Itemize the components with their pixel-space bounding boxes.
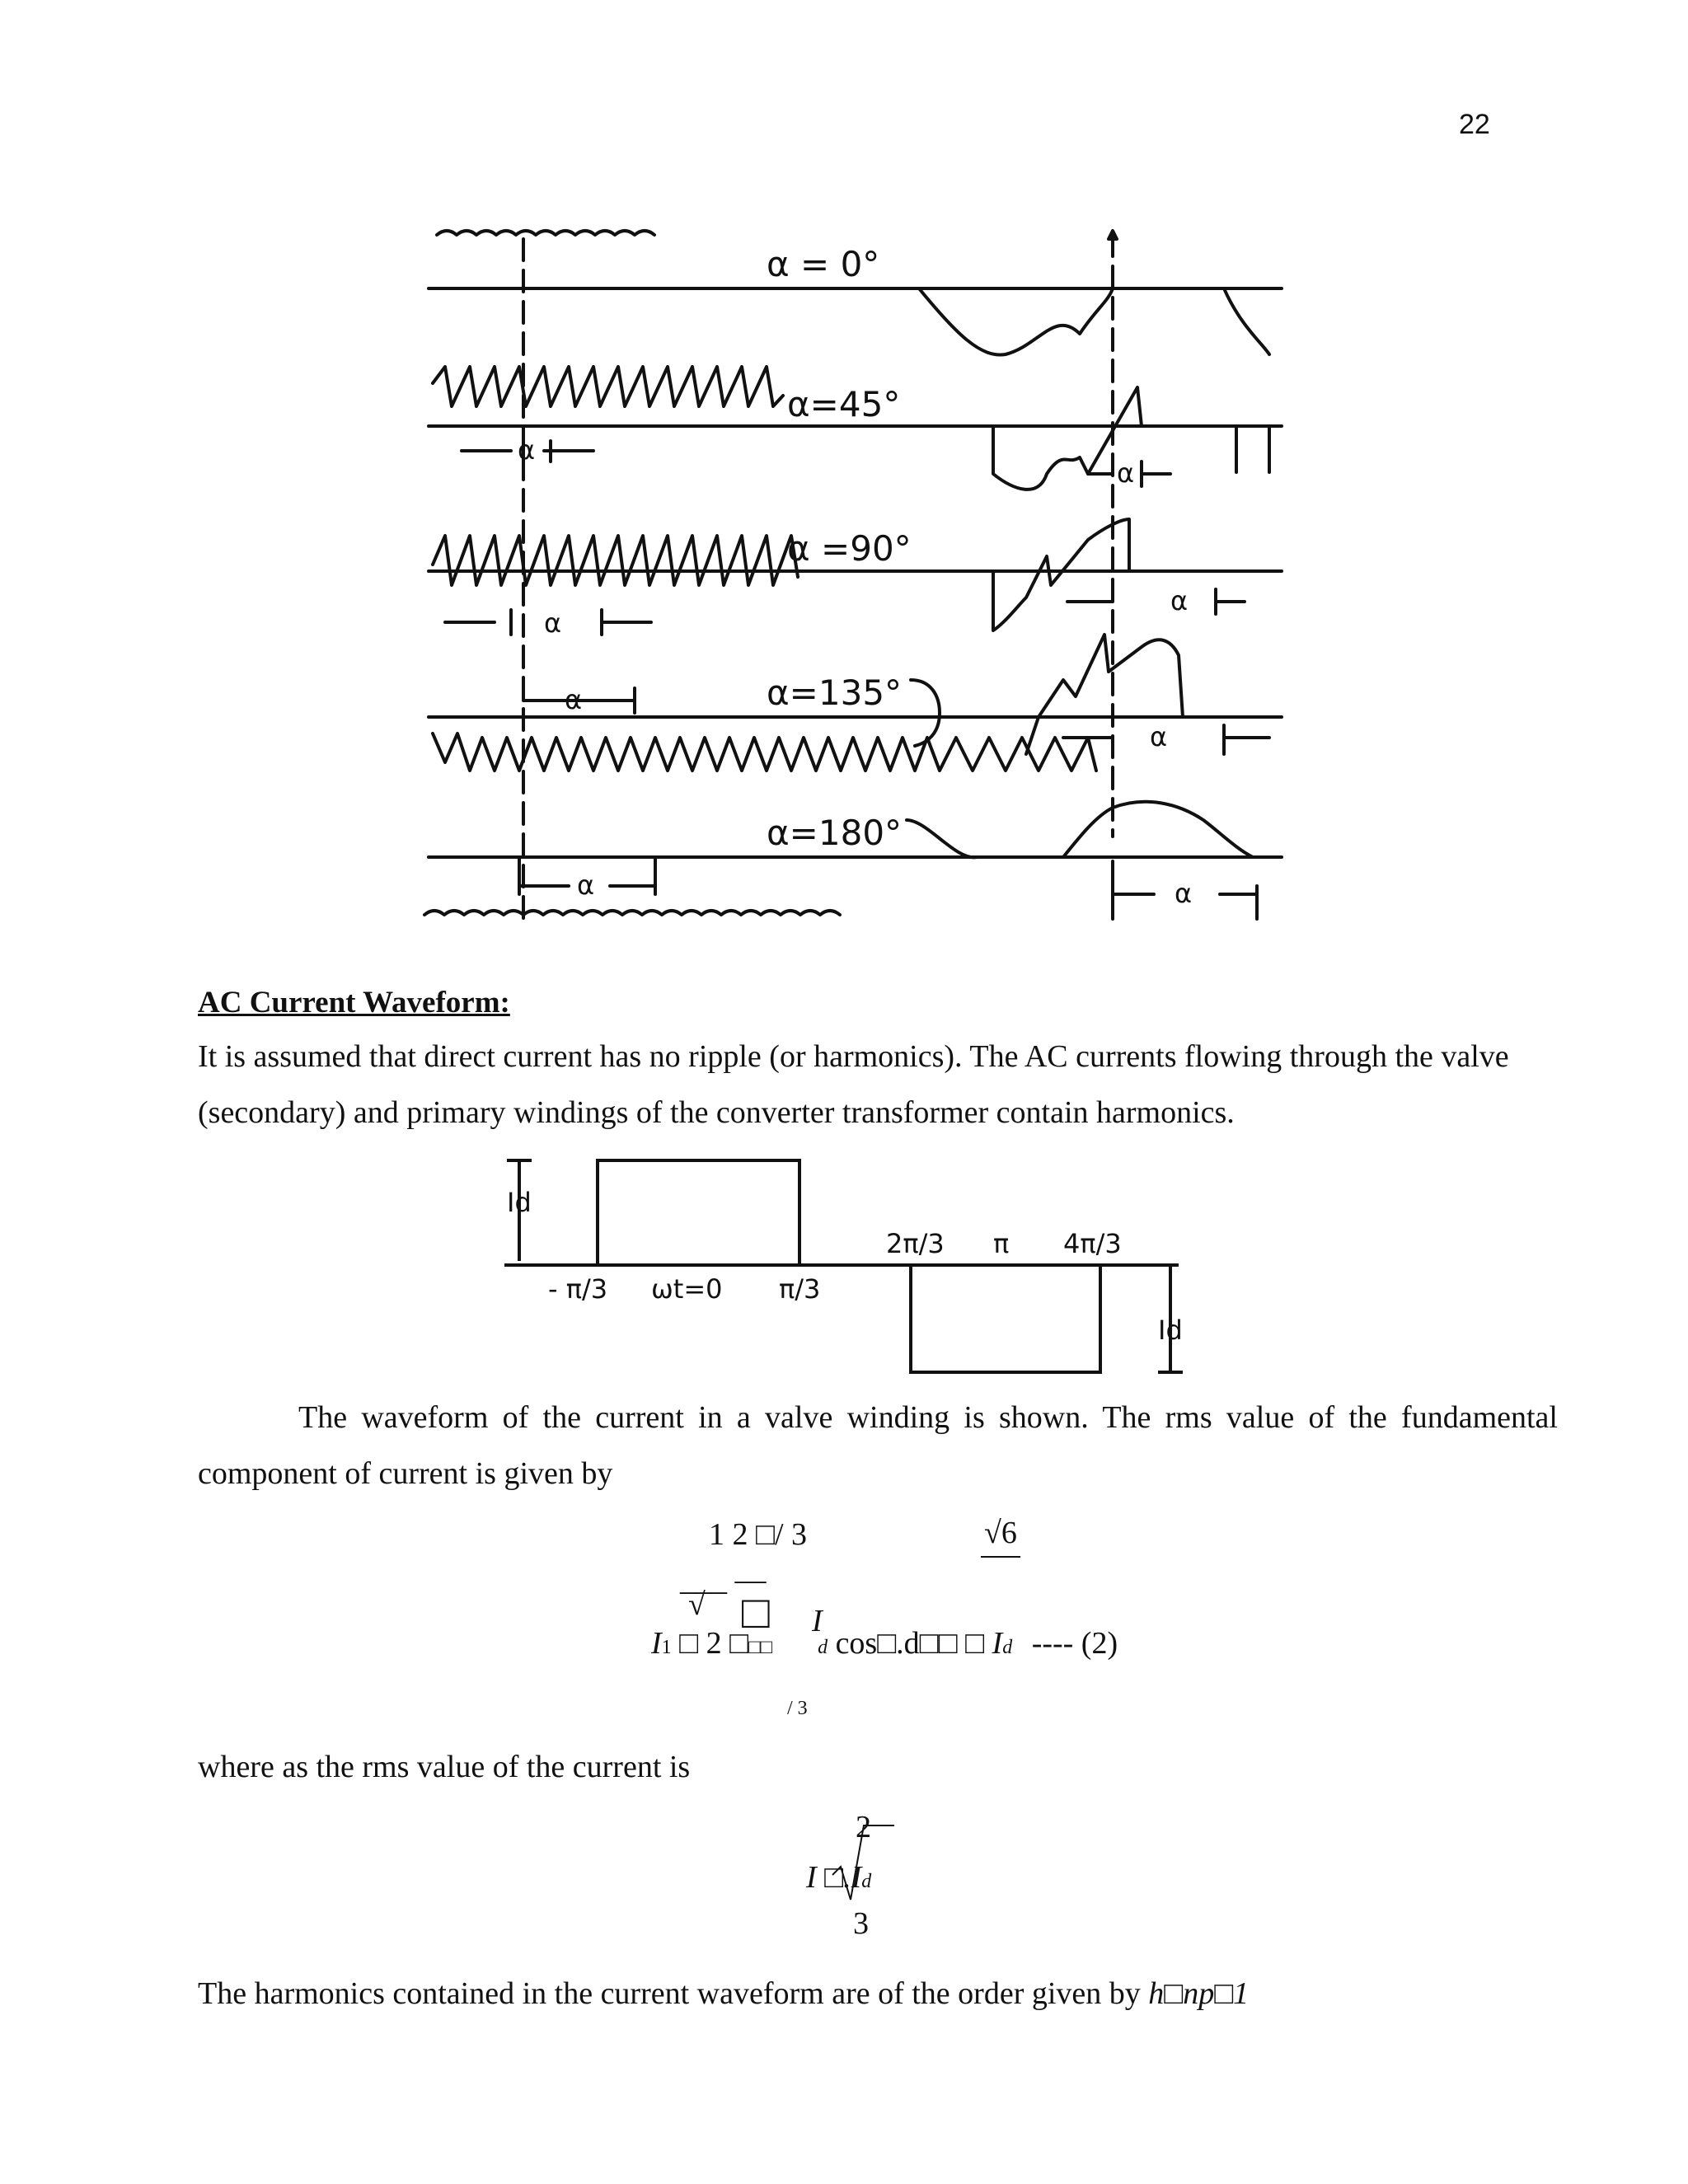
eq1-lhs-I: I bbox=[651, 1626, 662, 1661]
eq1-integral-box: □ bbox=[742, 1587, 770, 1638]
eq1-integrand: cos□.d□□ □ bbox=[828, 1626, 992, 1661]
paragraph-rms: where as the rms value of the current is bbox=[198, 1750, 691, 1784]
eq1-mid: □ 2 □ bbox=[679, 1626, 749, 1661]
valve-current-waveform-figure bbox=[503, 1154, 1195, 1389]
eq1-mid-small: □□ bbox=[748, 1637, 773, 1658]
eq1-lower-limit: / 3 bbox=[787, 1698, 808, 1719]
label-alpha-45: α=45° bbox=[787, 384, 901, 424]
tick-pi: π bbox=[993, 1228, 1010, 1259]
tick-pi-3: π/3 bbox=[779, 1273, 821, 1305]
tick-4pi-3: 4π/3 bbox=[1063, 1228, 1122, 1259]
page-number: 22 bbox=[1459, 109, 1490, 140]
eq2-denominator: 3 bbox=[853, 1906, 869, 1941]
harmonics-formula: h□np□1 bbox=[1148, 1976, 1250, 2011]
wave-alpha-180 bbox=[977, 802, 1253, 857]
sawtooth-alpha-135 bbox=[433, 733, 1096, 771]
eq2-sub: d bbox=[861, 1871, 872, 1892]
eq1-fraction-bar: ___ — bbox=[680, 1563, 767, 1597]
sawtooth-alpha-90 bbox=[433, 536, 798, 585]
eq1-top-left: 1 2 □/ 3 bbox=[709, 1517, 808, 1552]
id-magnitude-bottom: Id bbox=[1158, 1315, 1183, 1346]
bottom-wavy-line bbox=[424, 911, 840, 915]
equation-rms bbox=[806, 1859, 871, 1896]
eq1-sqrt-six: √6 bbox=[981, 1515, 1020, 1558]
harmonics-text: The harmonics contained in the current waveform are of the order given by bbox=[198, 1976, 1149, 2011]
positive-pulse bbox=[598, 1160, 799, 1265]
eq1-d-sub: d bbox=[818, 1637, 828, 1658]
alpha-marker: α bbox=[577, 869, 595, 901]
tick-wt-0: ωt=0 bbox=[651, 1273, 723, 1305]
tick-2pi-3: 2π/3 bbox=[886, 1228, 945, 1259]
valve-voltage-waveforms-figure bbox=[412, 210, 1302, 935]
eq1-I-upper: I bbox=[812, 1604, 823, 1638]
equation-2 bbox=[651, 1625, 1118, 1661]
label-alpha-0: α = 0° bbox=[767, 244, 880, 284]
sawtooth-alpha-45 bbox=[433, 367, 783, 406]
alpha-marker: α bbox=[1117, 457, 1135, 489]
alpha-marker: α bbox=[565, 684, 583, 715]
wave-alpha-0 bbox=[919, 288, 1269, 355]
alpha-marker: α bbox=[1175, 878, 1193, 909]
top-wavy-line bbox=[437, 231, 654, 235]
eq1-lhs-sub: 1 bbox=[661, 1637, 672, 1658]
eq2-lhs: I □. bbox=[806, 1860, 851, 1895]
id-magnitude-top: Id bbox=[507, 1187, 532, 1218]
paragraph-fundamental: The waveform of the current in a valve winding is shown. The rms value of the fundamental component of current is given by bbox=[198, 1400, 1558, 1491]
paragraph-harmonics bbox=[198, 1966, 1558, 2022]
alpha-marker: α bbox=[1170, 585, 1189, 616]
label-alpha-180: α=180° bbox=[767, 813, 903, 853]
paragraph-assumption: It is assumed that direct current has no ripple (or harmonics). The AC currents flowing through the valve (secondary) and primary windings of the converter transformer contain harmonics. bbox=[198, 1039, 1509, 1130]
label-alpha-135: α=135° bbox=[767, 673, 903, 713]
eq1-rhs-I: I bbox=[992, 1626, 1003, 1661]
section-heading: AC Current Waveform: bbox=[198, 986, 510, 1019]
tick-neg-pi-3: - π/3 bbox=[548, 1273, 608, 1305]
eq1-number: ---- (2) bbox=[1031, 1626, 1118, 1661]
wave-alpha-90 bbox=[993, 519, 1129, 630]
alpha-marker: α bbox=[544, 607, 562, 639]
eq1-sqrt-sign: √ bbox=[688, 1587, 706, 1622]
eq2-I: I bbox=[851, 1860, 862, 1895]
eq1-rhs-sub: d bbox=[1002, 1637, 1013, 1658]
negative-pulse bbox=[911, 1265, 1100, 1372]
label-alpha-90: α =90° bbox=[787, 528, 912, 569]
alpha-marker: α bbox=[518, 434, 536, 466]
eq2-numerator: 2 bbox=[856, 1810, 871, 1844]
alpha-marker: α bbox=[1150, 721, 1168, 752]
